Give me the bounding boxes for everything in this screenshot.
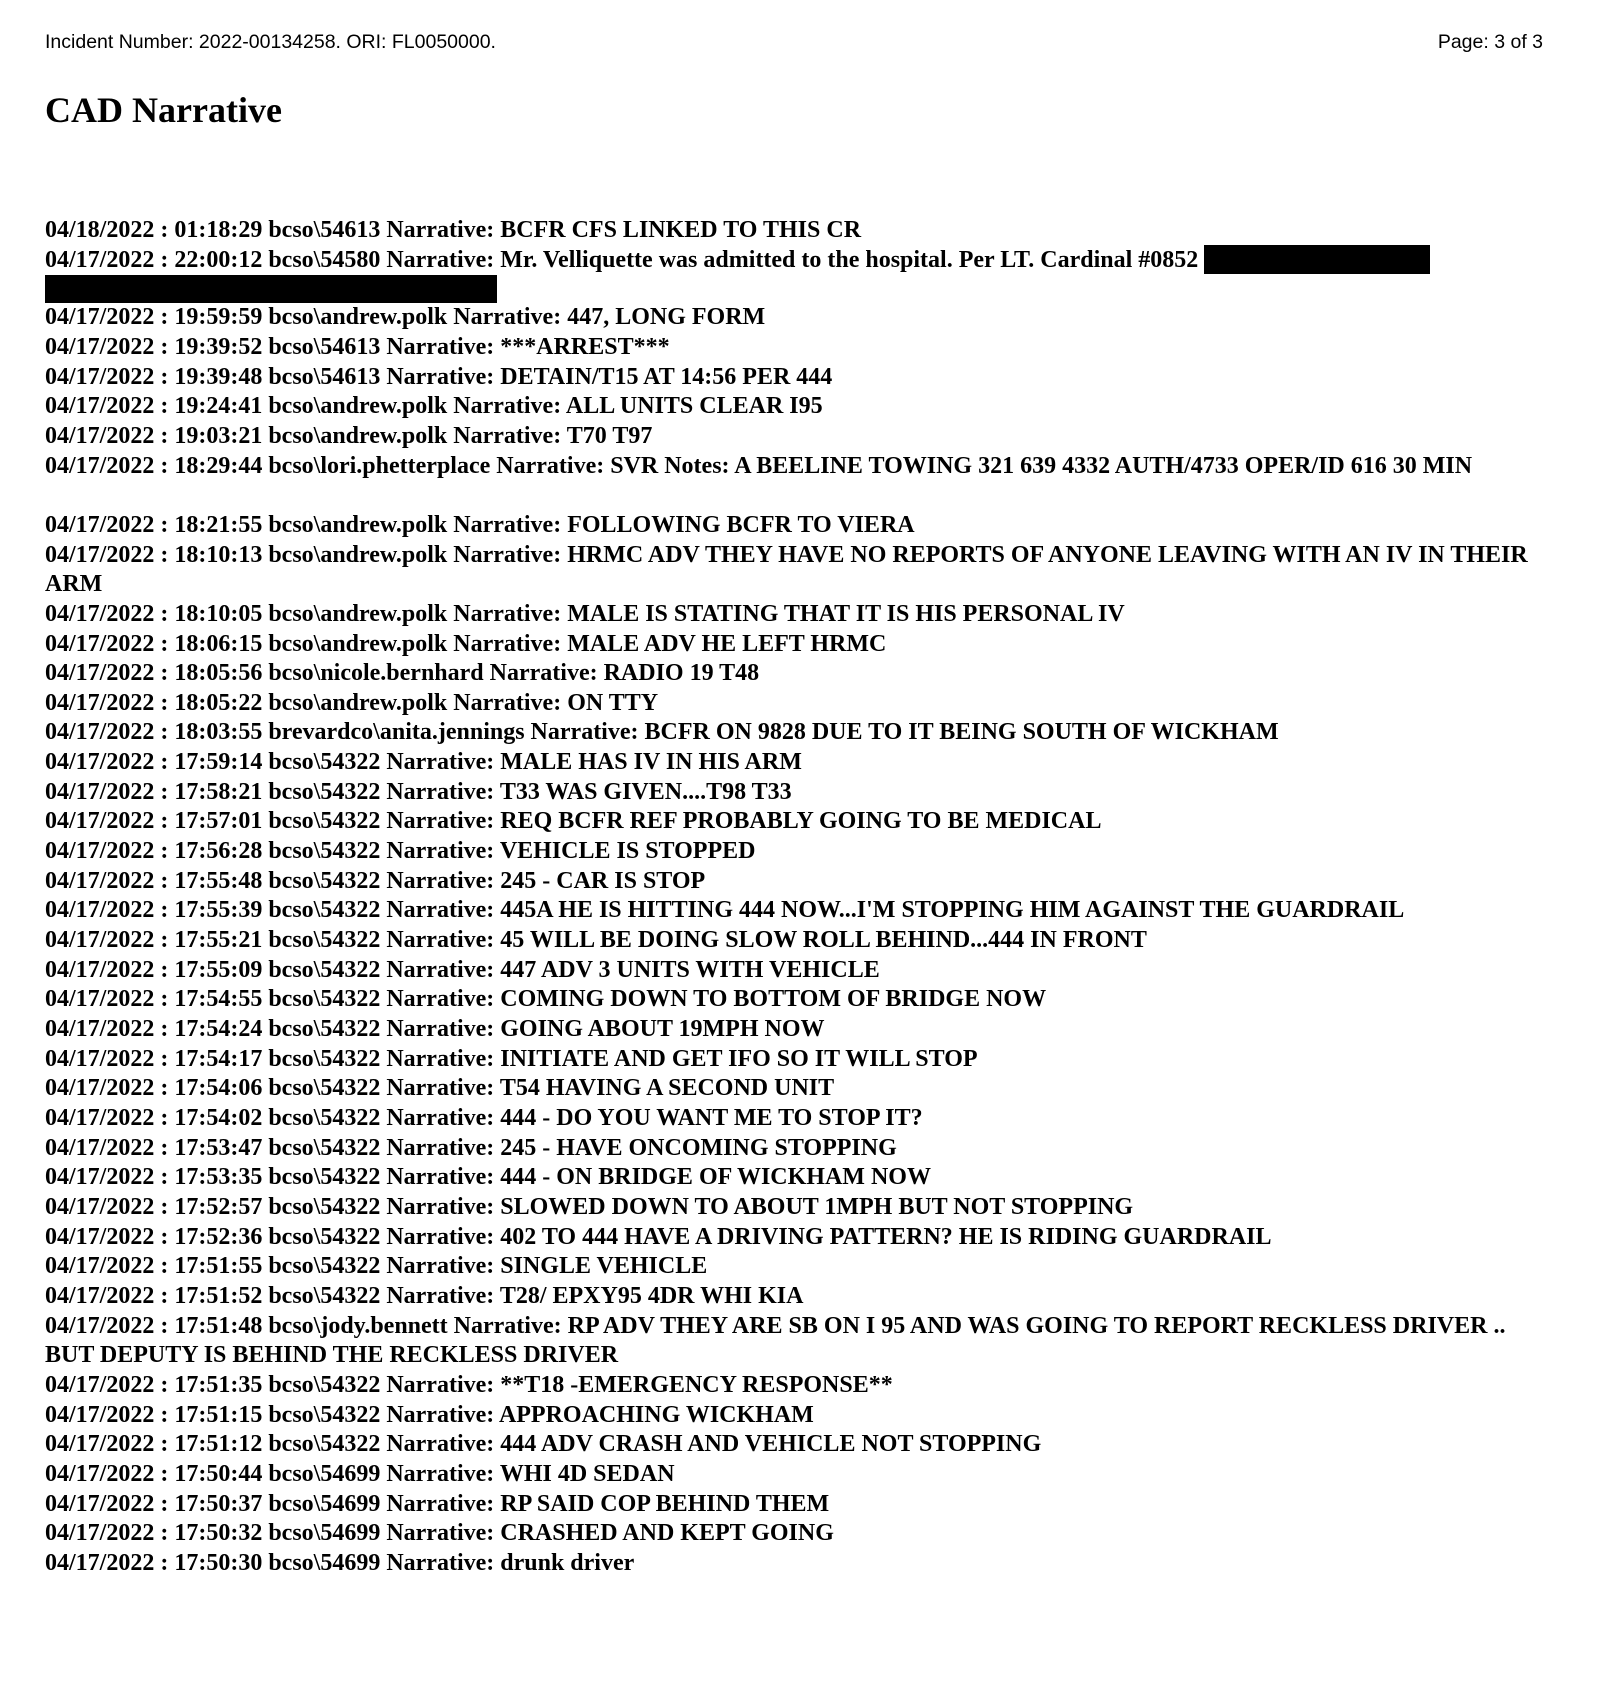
- narrative-entry: 04/17/2022 : 18:29:44 bcso\lori.phetterplace Narrative: SVR Notes: A BEELINE TOWING 321 639 4332 AUTH/4733 OPER/ID 616 30 MIN: [45, 452, 1473, 479]
- narrative-entry: 04/17/2022 : 17:51:35 bcso\54322 Narrative: **T18 -EMERGENCY RESPONSE**: [45, 1371, 893, 1398]
- narrative-entry: 04/17/2022 : 17:54:24 bcso\54322 Narrative: GOING ABOUT 19MPH NOW: [45, 1016, 825, 1043]
- narrative-entry: 04/17/2022 : 18:21:55 bcso\andrew.polk Narrative: FOLLOWING BCFR TO VIERA: [45, 511, 915, 538]
- narrative-entry: 04/17/2022 : 17:56:28 bcso\54322 Narrative: VEHICLE IS STOPPED: [45, 838, 756, 865]
- narrative-entry: 04/17/2022 : 17:53:47 bcso\54322 Narrative: 245 - HAVE ONCOMING STOPPING: [45, 1134, 897, 1161]
- narrative-entry: 04/17/2022 : 17:51:15 bcso\54322 Narrative: APPROACHING WICKHAM: [45, 1401, 814, 1428]
- narrative-entry: 04/17/2022 : 17:54:55 bcso\54322 Narrative: COMING DOWN TO BOTTOM OF BRIDGE NOW: [45, 986, 1047, 1013]
- narrative-entry: 04/17/2022 : 19:39:52 bcso\54613 Narrative: ***ARREST***: [45, 333, 670, 360]
- page-number-header: Page: 3 of 3: [1437, 31, 1543, 53]
- page-title: CAD Narrative: [45, 90, 282, 130]
- narrative-entry: 04/17/2022 : 17:57:01 bcso\54322 Narrative: REQ BCFR REF PROBABLY GOING TO BE MEDICAL: [45, 808, 1102, 835]
- narrative-entry: 04/17/2022 : 17:54:06 bcso\54322 Narrative: T54 HAVING A SECOND UNIT: [45, 1075, 835, 1102]
- narrative-entry: 04/17/2022 : 17:55:39 bcso\54322 Narrative: 445A HE IS HITTING 444 NOW...I'M STOPPING HIM AGAINST THE GUARDRAIL: [45, 897, 1405, 924]
- narrative-entry: 04/17/2022 : 18:10:13 bcso\andrew.polk Narrative: HRMC ADV THEY HAVE NO REPORTS OF ANYONE LEAVING WITH AN IV IN THEIR ARM: [45, 541, 1528, 598]
- narrative-entry: 04/17/2022 : 19:39:48 bcso\54613 Narrative: DETAIN/T15 AT 14:56 PER 444: [45, 363, 833, 390]
- narrative-entry: 04/17/2022 : 19:24:41 bcso\andrew.polk Narrative: ALL UNITS CLEAR I95: [45, 393, 823, 420]
- incident-number-header: Incident Number: 2022-00134258. ORI: FL0050000.: [45, 31, 496, 53]
- narrative-entry: 04/17/2022 : 18:10:05 bcso\andrew.polk Narrative: MALE IS STATING THAT IT IS HIS PERSONAL IV: [45, 600, 1125, 627]
- narrative-entry: 04/17/2022 : 19:59:59 bcso\andrew.polk Narrative: 447, LONG FORM: [45, 304, 766, 331]
- narrative-entry: 04/17/2022 : 17:55:21 bcso\54322 Narrative: 45 WILL BE DOING SLOW ROLL BEHIND...444 IN FRONT: [45, 927, 1147, 954]
- narrative-entry: 04/17/2022 : 17:54:02 bcso\54322 Narrative: 444 - DO YOU WANT ME TO STOP IT?: [45, 1105, 923, 1132]
- narrative-entry: 04/17/2022 : 18:05:56 bcso\nicole.bernhard Narrative: RADIO 19 T48: [45, 660, 760, 687]
- narrative-entry: 04/17/2022 : 17:53:35 bcso\54322 Narrative: 444 - ON BRIDGE OF WICKHAM NOW: [45, 1164, 931, 1191]
- narrative-entry: 04/17/2022 : 17:55:09 bcso\54322 Narrative: 447 ADV 3 UNITS WITH VEHICLE: [45, 956, 880, 983]
- narrative-list: [45, 216, 1560, 1579]
- narrative-entry: 04/17/2022 : 18:03:55 brevardco\anita.jennings Narrative: BCFR ON 9828 DUE TO IT BEING SOUTH OF WICKHAM: [45, 719, 1279, 746]
- narrative-entry: 04/17/2022 : 17:59:14 bcso\54322 Narrative: MALE HAS IV IN HIS ARM: [45, 749, 802, 776]
- narrative-entry: 04/17/2022 : 17:50:44 bcso\54699 Narrative: WHI 4D SEDAN: [45, 1460, 675, 1487]
- narrative-entry: 04/17/2022 : 17:50:30 bcso\54699 Narrative: drunk driver: [45, 1549, 635, 1576]
- narrative-entry: 04/17/2022 : 19:03:21 bcso\andrew.polk Narrative: T70 T97: [45, 422, 653, 449]
- narrative-entry: 04/17/2022 : 17:50:32 bcso\54699 Narrative: CRASHED AND KEPT GOING: [45, 1520, 834, 1547]
- narrative-entry: 04/17/2022 : 18:06:15 bcso\andrew.polk Narrative: MALE ADV HE LEFT HRMC: [45, 630, 887, 657]
- narrative-entry: 04/17/2022 : 17:52:57 bcso\54322 Narrative: SLOWED DOWN TO ABOUT 1MPH BUT NOT STOPPING: [45, 1193, 1134, 1220]
- narrative-entry: 04/17/2022 : 17:54:17 bcso\54322 Narrative: INITIATE AND GET IFO SO IT WILL STOP: [45, 1045, 978, 1072]
- narrative-entry: 04/17/2022 : 17:50:37 bcso\54699 Narrative: RP SAID COP BEHIND THEM: [45, 1490, 830, 1517]
- redaction-block: [1204, 245, 1430, 274]
- narrative-entry: 04/18/2022 : 01:18:29 bcso\54613 Narrative: BCFR CFS LINKED TO THIS CR: [45, 217, 862, 243]
- redaction-block: [45, 275, 497, 303]
- narrative-entry: 04/17/2022 : 17:52:36 bcso\54322 Narrative: 402 TO 444 HAVE A DRIVING PATTERN? HE IS RIDING GUARDRAIL: [45, 1223, 1272, 1250]
- narrative-entry: 04/17/2022 : 17:51:52 bcso\54322 Narrative: T28/ EPXY95 4DR WHI KIA: [45, 1282, 804, 1309]
- narrative-entry: 04/17/2022 : 17:58:21 bcso\54322 Narrative: T33 WAS GIVEN....T98 T33: [45, 778, 792, 805]
- narrative-entry: 04/17/2022 : 22:00:12 bcso\54580 Narrative: Mr. Velliquette was admitted to the hospital. Per LT. Cardinal #0852: [45, 246, 1560, 304]
- narrative-entry: 04/17/2022 : 17:51:12 bcso\54322 Narrative: 444 ADV CRASH AND VEHICLE NOT STOPPING: [45, 1431, 1042, 1458]
- narrative-entry: 04/17/2022 : 17:51:48 bcso\jody.bennett Narrative: RP ADV THEY ARE SB ON I 95 AND WAS GOING TO REPORT RECKLESS DRIVER .. BUT DEPUTY IS BEHIND THE RECKLESS DRIVER: [45, 1312, 1506, 1369]
- narrative-entry: 04/17/2022 : 17:55:48 bcso\54322 Narrative: 245 - CAR IS STOP: [45, 867, 706, 894]
- narrative-entry: 04/17/2022 : 18:05:22 bcso\andrew.polk Narrative: ON TTY: [45, 689, 659, 716]
- narrative-entry: 04/17/2022 : 17:51:55 bcso\54322 Narrative: SINGLE VEHICLE: [45, 1253, 708, 1280]
